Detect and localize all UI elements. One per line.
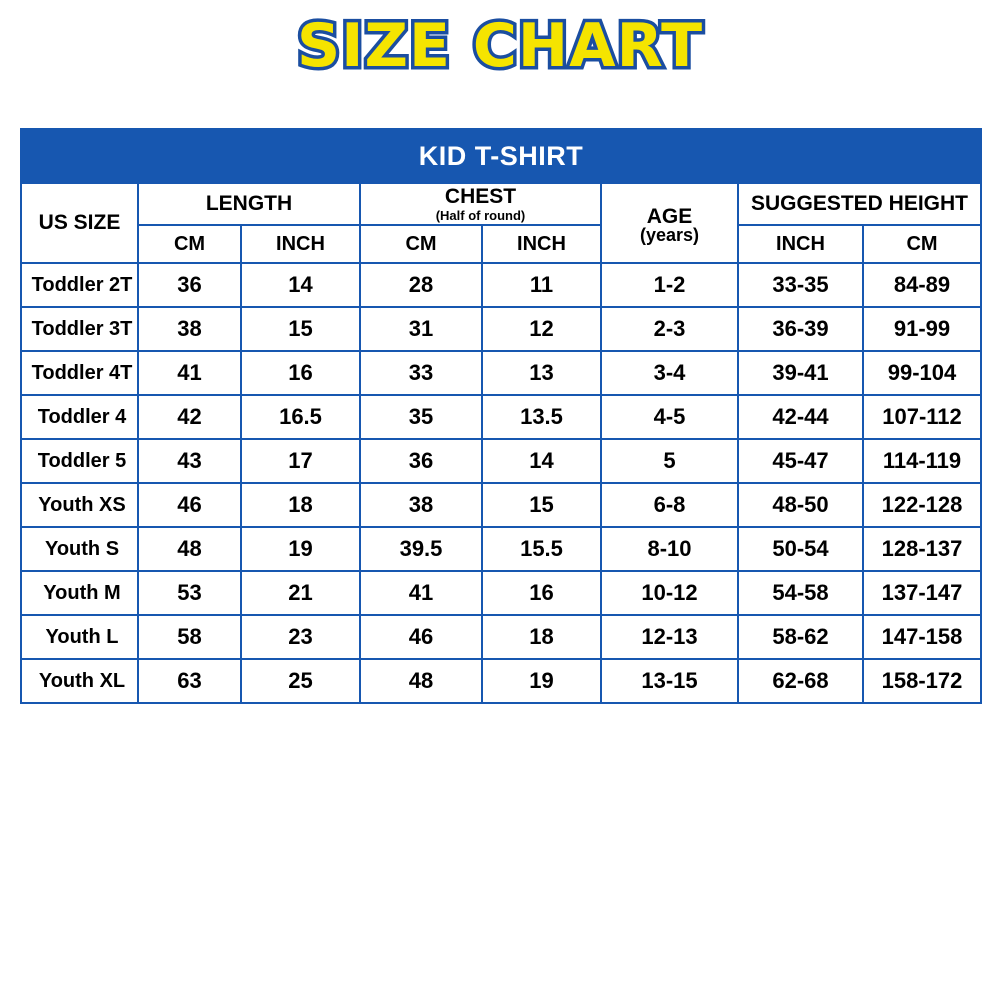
cell-length-inch: 17 [241, 439, 360, 483]
table-row [21, 351, 981, 395]
cell-chest-inch: 15 [482, 483, 601, 527]
cell-height-cm: 158-172 [863, 659, 981, 703]
cell-length-inch: 16 [241, 351, 360, 395]
cell-age: 13-15 [601, 659, 738, 703]
cell-us-size: Youth S [21, 527, 138, 571]
cell-height-inch: 33-35 [738, 263, 863, 307]
cell-height-cm: 128-137 [863, 527, 981, 571]
cell-age: 2-3 [601, 307, 738, 351]
cell-length-cm: 58 [138, 615, 241, 659]
cell-us-size: Toddler 2T [21, 263, 138, 307]
cell-height-inch: 42-44 [738, 395, 863, 439]
cell-chest-cm: 48 [360, 659, 482, 703]
column-header-chest-inch: INCH [482, 225, 601, 263]
table-row [21, 263, 981, 307]
cell-chest-cm: 35 [360, 395, 482, 439]
cell-chest-cm: 28 [360, 263, 482, 307]
cell-chest-inch: 18 [482, 615, 601, 659]
cell-height-cm: 137-147 [863, 571, 981, 615]
cell-length-inch: 18 [241, 483, 360, 527]
cell-length-cm: 42 [138, 395, 241, 439]
cell-length-cm: 41 [138, 351, 241, 395]
cell-height-cm: 91-99 [863, 307, 981, 351]
cell-chest-cm: 41 [360, 571, 482, 615]
cell-height-inch: 48-50 [738, 483, 863, 527]
cell-age: 6-8 [601, 483, 738, 527]
table-row [21, 483, 981, 527]
table-row [21, 439, 981, 483]
cell-length-inch: 16.5 [241, 395, 360, 439]
cell-length-inch: 14 [241, 263, 360, 307]
cell-age: 3-4 [601, 351, 738, 395]
column-header-suggested-height: SUGGESTED HEIGHT [738, 183, 981, 225]
column-header-age-label: AGE [646, 204, 693, 228]
cell-us-size: Toddler 5 [21, 439, 138, 483]
cell-age: 4-5 [601, 395, 738, 439]
column-header-length-cm: CM [138, 225, 241, 263]
cell-us-size: Youth XL [21, 659, 138, 703]
cell-length-cm: 36 [138, 263, 241, 307]
cell-height-cm: 122-128 [863, 483, 981, 527]
cell-height-inch: 45-47 [738, 439, 863, 483]
size-chart-table-wrap [20, 128, 980, 704]
table-row [21, 659, 981, 703]
cell-length-inch: 25 [241, 659, 360, 703]
cell-us-size: Youth M [21, 571, 138, 615]
cell-age: 1-2 [601, 263, 738, 307]
page-title-text: SIZE CHART [296, 11, 704, 81]
cell-chest-cm: 36 [360, 439, 482, 483]
cell-chest-inch: 11 [482, 263, 601, 307]
cell-chest-cm: 39.5 [360, 527, 482, 571]
cell-length-inch: 15 [241, 307, 360, 351]
cell-height-inch: 50-54 [738, 527, 863, 571]
cell-height-cm: 107-112 [863, 395, 981, 439]
cell-chest-cm: 33 [360, 351, 482, 395]
table-group-header-row [21, 183, 981, 225]
column-header-us-size: US SIZE [21, 183, 138, 263]
cell-chest-inch: 12 [482, 307, 601, 351]
cell-us-size: Toddler 4 [21, 395, 138, 439]
page-title [0, 11, 1000, 81]
cell-height-cm: 99-104 [863, 351, 981, 395]
cell-chest-cm: 38 [360, 483, 482, 527]
cell-age: 5 [601, 439, 738, 483]
cell-us-size: Toddler 4T [21, 351, 138, 395]
cell-chest-inch: 19 [482, 659, 601, 703]
cell-length-cm: 43 [138, 439, 241, 483]
cell-length-cm: 53 [138, 571, 241, 615]
cell-us-size: Youth XS [21, 483, 138, 527]
cell-length-inch: 21 [241, 571, 360, 615]
cell-length-cm: 46 [138, 483, 241, 527]
column-header-chest-cm: CM [360, 225, 482, 263]
size-chart-table [20, 128, 982, 704]
table-row [21, 527, 981, 571]
cell-chest-inch: 15.5 [482, 527, 601, 571]
table-row [21, 395, 981, 439]
column-header-height-cm: CM [863, 225, 981, 263]
cell-length-inch: 23 [241, 615, 360, 659]
table-banner-label: KID T-SHIRT [21, 129, 981, 183]
cell-age: 8-10 [601, 527, 738, 571]
cell-height-cm: 147-158 [863, 615, 981, 659]
column-header-age-sub: (years) [639, 224, 700, 245]
table-body [21, 263, 981, 703]
column-header-height-inch: INCH [738, 225, 863, 263]
cell-chest-cm: 46 [360, 615, 482, 659]
cell-chest-inch: 13 [482, 351, 601, 395]
column-header-chest-sub: (Half of round) [435, 208, 526, 223]
cell-chest-inch: 16 [482, 571, 601, 615]
cell-height-inch: 39-41 [738, 351, 863, 395]
table-row [21, 307, 981, 351]
column-header-chest [360, 183, 601, 225]
cell-length-cm: 63 [138, 659, 241, 703]
cell-chest-inch: 14 [482, 439, 601, 483]
cell-age: 10-12 [601, 571, 738, 615]
cell-length-inch: 19 [241, 527, 360, 571]
column-header-age [601, 183, 738, 263]
cell-height-inch: 54-58 [738, 571, 863, 615]
cell-height-cm: 114-119 [863, 439, 981, 483]
table-row [21, 615, 981, 659]
column-header-length: LENGTH [138, 183, 360, 225]
column-header-length-inch: INCH [241, 225, 360, 263]
cell-height-cm: 84-89 [863, 263, 981, 307]
table-head [21, 129, 981, 263]
table-unit-header-row [21, 225, 981, 263]
cell-age: 12-13 [601, 615, 738, 659]
cell-us-size: Youth L [21, 615, 138, 659]
cell-chest-cm: 31 [360, 307, 482, 351]
cell-us-size: Toddler 3T [21, 307, 138, 351]
cell-length-cm: 48 [138, 527, 241, 571]
cell-height-inch: 62-68 [738, 659, 863, 703]
table-row [21, 571, 981, 615]
cell-height-inch: 58-62 [738, 615, 863, 659]
cell-length-cm: 38 [138, 307, 241, 351]
cell-chest-inch: 13.5 [482, 395, 601, 439]
table-banner-row [21, 129, 981, 183]
column-header-chest-label: CHEST [444, 185, 517, 208]
cell-height-inch: 36-39 [738, 307, 863, 351]
